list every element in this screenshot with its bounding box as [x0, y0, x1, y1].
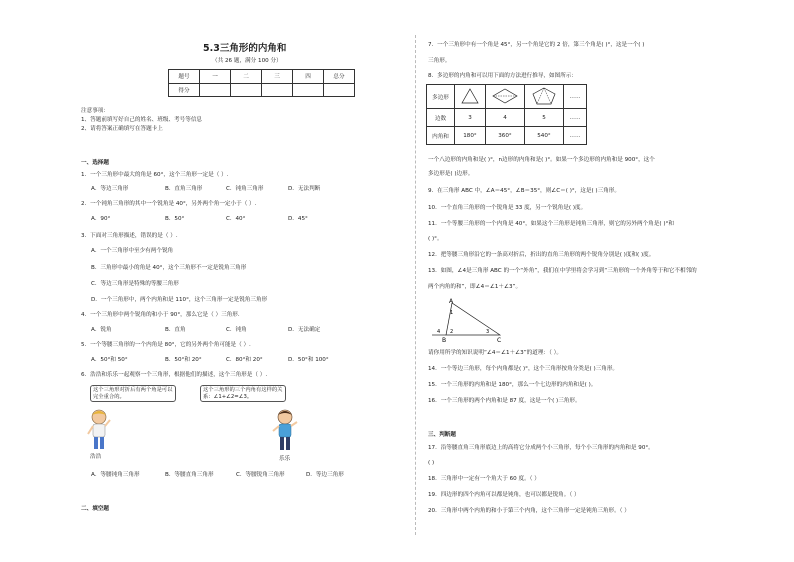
option[interactable]: C．等边三角形是特殊的等腰三角形: [91, 281, 179, 287]
option[interactable]: D．50°和 100°: [288, 357, 329, 363]
option[interactable]: A．90°: [91, 216, 111, 222]
option[interactable]: C．钝角: [226, 327, 247, 333]
score-header: 题号: [169, 70, 200, 84]
poly-ellipsis: ……: [564, 85, 587, 109]
question-stem: 两个内角的和”，即∠4＝∠1＋∠3”。: [428, 284, 522, 290]
question-stem: 2．一个钝角三角形的其中一个锐角是 40°，另外两个角一定小于（ ）.: [81, 201, 257, 207]
label-angle-1: 1: [450, 310, 454, 316]
notice-heading: 注意事项：: [81, 108, 109, 114]
question-stem: 11．一个等腰三角形的一个内角是 40°，如果这个三角形是钝角三角形，则它的另外两个角是( )°和: [428, 221, 674, 227]
question-stem: 13．如图，∠4是三角形 ABC 的一个“外角”，我们在中学里将会学习到“三角形的一个外角等于和它不相邻的: [428, 268, 697, 274]
option[interactable]: B．直角三角形: [165, 186, 203, 192]
option[interactable]: A．等边三角形: [91, 186, 129, 192]
question-stem: 1．一个三角形中最大的角是 60°，这个三角形一定是（ ）.: [81, 172, 229, 178]
quadrilateral-figure: [486, 85, 525, 109]
poly-row-label: 内角和: [427, 127, 455, 145]
question-stem: 请你用所学的知识说明“∠4＝∠1＋∠3”的道理：（ ）。: [428, 350, 562, 356]
score-cell[interactable]: [231, 83, 262, 97]
option[interactable]: C．等腰锐角三角形: [236, 472, 285, 478]
side-count: 5: [525, 109, 564, 127]
angle-sum: 540°: [525, 127, 564, 145]
speech-bubble-right: 这个三角形的三个内角有这样的关系：∠1+∠2=∠3。: [200, 385, 286, 402]
quadrilateral-icon: [492, 88, 518, 104]
page-title: 5.3三角形的内角和: [203, 43, 287, 54]
question-stem: 3．下面对三角形描述，错误的是（ ）.: [81, 233, 178, 239]
section-heading: 三、判断题: [428, 432, 456, 438]
question-stem: 17．沿等腰直角三角形底边上的高将它分成两个小三角形，每个小三角形的内角和是 90°。: [428, 445, 654, 451]
question-stem: 5．一个等腰三角形的一个内角是 80°，它的另外两个角可能是（ ）.: [81, 342, 251, 348]
score-cell[interactable]: [324, 83, 355, 97]
page-subtitle: （共 26 题，满分 100 分）: [212, 58, 282, 64]
label-c: C: [497, 337, 502, 343]
section-heading: 二、填空题: [81, 506, 109, 512]
pentagon-figure: [525, 85, 564, 109]
question-stem: 7．一个三角形中有一个角是 45°，另一个角是它的 2 倍，第三个角是( )°，这是一个( ): [428, 42, 645, 48]
option[interactable]: B．等腰直角三角形: [165, 472, 214, 478]
triangle-figure: [455, 85, 486, 109]
question-stem: 三角形。: [428, 58, 451, 64]
polygon-table: [426, 84, 587, 145]
label-a: A: [449, 298, 454, 305]
option[interactable]: A．锐角: [91, 327, 112, 333]
poly-row-label: 边数: [427, 109, 455, 127]
label-angle-2: 2: [450, 329, 454, 335]
option[interactable]: A．50°和 50°: [91, 357, 128, 363]
option[interactable]: D．一个三角形中，两个内角和是 110°，这个三角形一定是锐角三角形: [91, 297, 268, 303]
speech-bubble-left: 这个三角形对折后有两个角是可以完全重合的。: [90, 385, 176, 402]
option[interactable]: C．钝角三角形: [226, 186, 264, 192]
notice-item: 2、请将答案正确填写在答题卡上: [81, 126, 163, 132]
triangle-abc-figure: [430, 297, 506, 343]
score-header: 四: [293, 70, 324, 84]
option[interactable]: D．45°: [288, 216, 308, 222]
option[interactable]: C．40°: [226, 216, 246, 222]
question-stem: 15．一个三角形的内角和是 180°，那么一个七边形的内角和是( )。: [428, 382, 597, 388]
score-cell[interactable]: [262, 83, 293, 97]
question-stem: 12．把等腰三角形沿它的一条高对折后，折出的直角三角形的两个锐角分别是( )度和( )度。: [428, 252, 655, 258]
question-stem: 18．三角形中一定有一个角大于 60 度。（ ）: [428, 476, 540, 482]
question-stem: 10．一个直角三角形的一个锐角是 33 度，另一个锐角是( )度。: [428, 205, 587, 211]
boy-haohao-illustration: [86, 408, 112, 452]
answer-blank[interactable]: ( ): [428, 460, 435, 466]
side-count: ……: [564, 109, 587, 127]
score-cell[interactable]: [293, 83, 324, 97]
label-angle-3: 3: [486, 329, 490, 335]
poly-row-label: 多边形: [427, 85, 455, 109]
option[interactable]: D．等边三角形: [306, 472, 344, 478]
label-angle-4: 4: [437, 329, 441, 335]
side-count: 3: [455, 109, 486, 127]
option[interactable]: A．一个三角形中至少有两个锐角: [91, 248, 174, 254]
option[interactable]: D．无法确定: [288, 327, 321, 333]
option[interactable]: B．50°: [165, 216, 185, 222]
score-header: 总分: [324, 70, 355, 84]
question-stem: 多边形是( )边形。: [428, 171, 474, 177]
question-stem: 9．在三角形 ABC 中，∠A＝45°，∠B＝35°，则∠C＝( )°，这是( )三角形。: [428, 188, 620, 194]
angle-sum: 180°: [455, 127, 486, 145]
question-stem: ( )°。: [428, 236, 443, 242]
question-stem: 20．三角形中两个内角的和小于第三个内角，这个三角形一定是钝角三角形。（ ）: [428, 508, 630, 514]
score-header: 一: [200, 70, 231, 84]
score-cell[interactable]: [200, 83, 231, 97]
section-heading: 一、选择题: [81, 160, 109, 166]
angle-sum: 360°: [486, 127, 525, 145]
option[interactable]: B．三角形中最小的角是 40°，这个三角形不一定是锐角三角形: [91, 265, 247, 271]
side-count: 4: [486, 109, 525, 127]
pentagon-icon: [532, 87, 556, 105]
notice-item: 1、答题前填写好自己的姓名、班级、考号等信息: [81, 117, 203, 123]
question-stem: 14．一个等边三角形，每个内角都是( )°，这个三角形按角分类是( )三角形。: [428, 366, 619, 372]
score-table: [168, 69, 355, 97]
label-b: B: [442, 337, 447, 343]
question-stem: 4．一个三角形中两个锐角的和小于 90°，那么它是（ ）三角形.: [81, 312, 240, 318]
score-header: 三: [262, 70, 293, 84]
boy-lele-illustration: [272, 408, 298, 454]
question-stem: 16．一个三角形的两个内角和是 87 度，这是一个( )三角形。: [428, 398, 581, 404]
angle-sum: ……: [564, 127, 587, 145]
triangle-icon: [461, 88, 479, 104]
score-header: 二: [231, 70, 262, 84]
score-row-label: 得分: [169, 83, 200, 97]
option[interactable]: B．直角: [165, 327, 186, 333]
question-stem: 6．浩浩和乐乐一起观察一个三角形，根据他们的描述，这个三角形是（ ）.: [81, 372, 268, 378]
question-stem: 一个八边形的内角和是( )°，n边形的内角和是( )°。如果一个多边形的内角和是 900°，这个: [428, 157, 655, 163]
question-stem: 8．多边形的内角和可以用下面的方法进行推导，如图所示：: [428, 73, 577, 79]
column-divider: [415, 35, 416, 535]
option[interactable]: B．50°和 20°: [165, 357, 202, 363]
name-haohao: 浩浩: [90, 454, 102, 460]
question-stem: 19．四边形的四个内角可以都是钝角，也可以都是锐角。（ ）: [428, 492, 580, 498]
option[interactable]: A．等腰钝角三角形: [91, 472, 140, 478]
name-lele: 乐乐: [279, 456, 291, 462]
option[interactable]: D．无法判断: [288, 186, 321, 192]
option[interactable]: C．80°和 20°: [226, 357, 263, 363]
